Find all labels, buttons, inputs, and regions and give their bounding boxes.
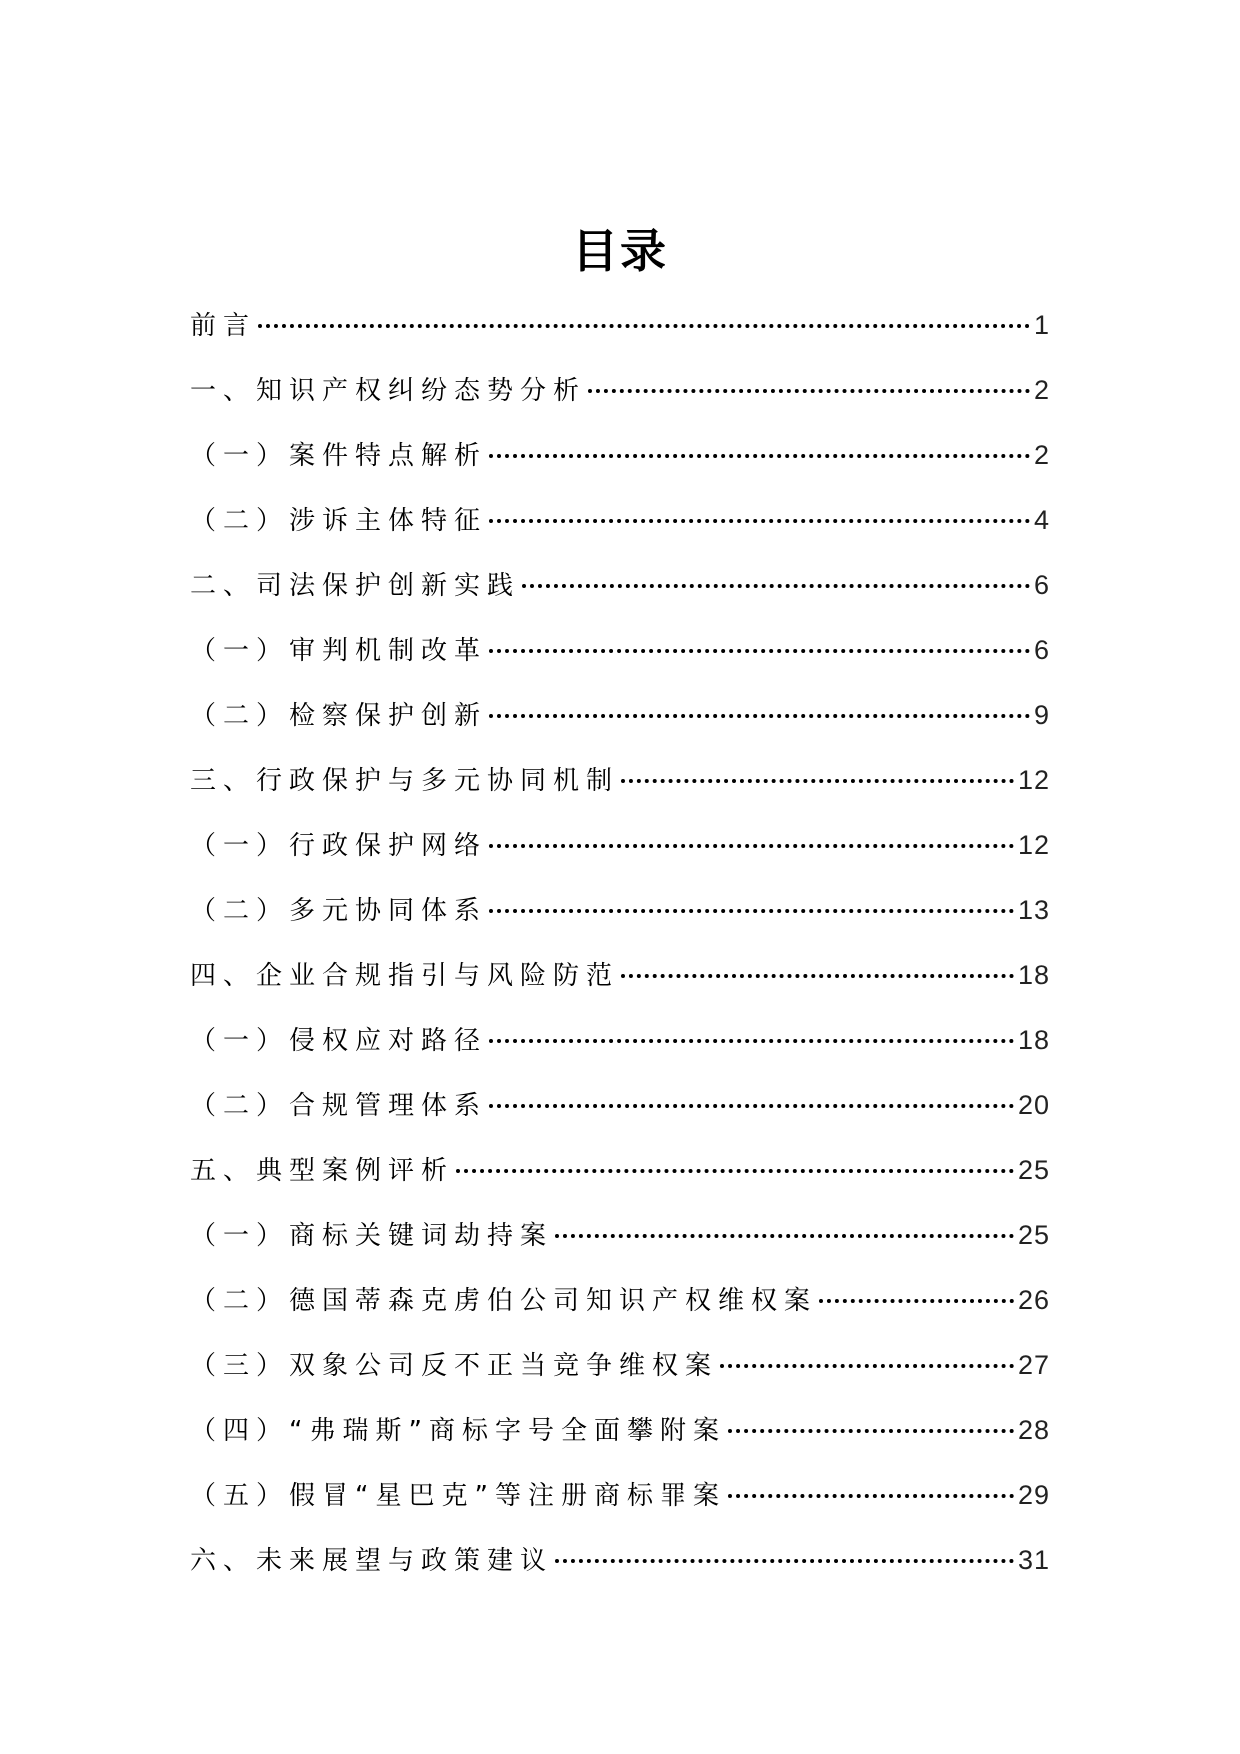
dot-leader [728, 1494, 1014, 1498]
toc-page-number: 26 [1017, 1285, 1050, 1315]
toc-entry-label: 一、知识产权纠纷态势分析 [190, 376, 587, 406]
dot-leader [489, 454, 1030, 458]
toc-entry-label: （四）“弗瑞斯”商标字号全面攀附案 [190, 1416, 726, 1446]
toc-entry-label: （二）多元协同体系 [190, 896, 488, 926]
dot-leader [522, 584, 1030, 588]
toc-page-number: 9 [1033, 700, 1050, 730]
dot-leader [456, 1169, 1014, 1173]
dot-leader [489, 844, 1014, 848]
toc-entry-label: （一）行政保护网络 [190, 831, 488, 861]
dot-leader [489, 649, 1030, 653]
toc-entry-chapter-5[interactable] [190, 1150, 1050, 1215]
toc-entry-label: （三）双象公司反不正当竞争维权案 [190, 1351, 719, 1381]
dot-leader [489, 1039, 1014, 1043]
toc-entry-label: （一）侵权应对路径 [190, 1026, 488, 1056]
dot-leader [819, 1299, 1014, 1303]
toc-entry-section-5-4[interactable] [190, 1410, 1050, 1475]
toc-page-number: 28 [1017, 1415, 1050, 1445]
dot-leader [258, 324, 1030, 328]
toc-page-number: 31 [1017, 1545, 1050, 1575]
toc-page-number: 1 [1033, 310, 1050, 340]
dot-leader [489, 519, 1030, 523]
toc-entry-chapter-1[interactable] [190, 370, 1050, 435]
toc-page-number: 25 [1017, 1155, 1050, 1185]
toc-entry-preface[interactable] [190, 305, 1050, 370]
toc-page-number: 27 [1017, 1350, 1050, 1380]
toc-page-number: 2 [1033, 375, 1050, 405]
toc-entry-label: （五）假冒“星巴克”等注册商标罪案 [190, 1481, 726, 1511]
toc-entry-section-2-2[interactable] [190, 695, 1050, 760]
toc-entry-label: （一）案件特点解析 [190, 441, 488, 471]
toc-entry-label: 五、典型案例评析 [190, 1156, 455, 1186]
toc-entry-label: 三、行政保护与多元协同机制 [190, 766, 620, 796]
toc-page-number: 18 [1017, 1025, 1050, 1055]
toc-entry-chapter-4[interactable] [190, 955, 1050, 1020]
toc-page-number: 29 [1017, 1480, 1050, 1510]
toc-entry-label: 四、企业合规指引与风险防范 [190, 961, 620, 991]
toc-page-number: 25 [1017, 1220, 1050, 1250]
table-of-contents [190, 305, 1050, 1605]
toc-entry-section-4-2[interactable] [190, 1085, 1050, 1150]
toc-entry-chapter-6[interactable] [190, 1540, 1050, 1605]
toc-page-number: 18 [1017, 960, 1050, 990]
toc-entry-label: （二）合规管理体系 [190, 1091, 488, 1121]
toc-page-number: 20 [1017, 1090, 1050, 1120]
toc-page-number: 13 [1017, 895, 1050, 925]
toc-entry-label: （二）德国蒂森克虏伯公司知识产权维权案 [190, 1286, 818, 1316]
toc-page-number: 4 [1033, 505, 1050, 535]
toc-page-number: 2 [1033, 440, 1050, 470]
toc-entry-chapter-2[interactable] [190, 565, 1050, 630]
toc-entry-section-3-1[interactable] [190, 825, 1050, 890]
toc-entry-section-1-1[interactable] [190, 435, 1050, 500]
dot-leader [555, 1559, 1014, 1563]
toc-entry-label: 六、未来展望与政策建议 [190, 1546, 554, 1576]
toc-entry-label: （二）检察保护创新 [190, 701, 488, 731]
toc-entry-section-5-3[interactable] [190, 1345, 1050, 1410]
toc-entry-label: （二）涉诉主体特征 [190, 506, 488, 536]
dot-leader [621, 974, 1014, 978]
dot-leader [489, 909, 1014, 913]
toc-entry-section-4-1[interactable] [190, 1020, 1050, 1085]
toc-page-number: 12 [1017, 830, 1050, 860]
toc-entry-chapter-3[interactable] [190, 760, 1050, 825]
dot-leader [720, 1364, 1014, 1368]
dot-leader [489, 1104, 1014, 1108]
toc-entry-section-5-1[interactable] [190, 1215, 1050, 1280]
dot-leader [489, 714, 1030, 718]
toc-entry-section-3-2[interactable] [190, 890, 1050, 955]
toc-entry-label: 前言 [190, 311, 257, 341]
toc-page-number: 12 [1017, 765, 1050, 795]
toc-entry-label: （一）商标关键词劫持案 [190, 1221, 554, 1251]
toc-entry-section-5-2[interactable] [190, 1280, 1050, 1345]
toc-title: 目录 [572, 223, 668, 278]
dot-leader [728, 1429, 1014, 1433]
dot-leader [588, 389, 1030, 393]
toc-page-number: 6 [1033, 570, 1050, 600]
toc-entry-section-1-2[interactable] [190, 500, 1050, 565]
toc-page-number: 6 [1033, 635, 1050, 665]
toc-entry-label: （一）审判机制改革 [190, 636, 488, 666]
dot-leader [555, 1234, 1014, 1238]
toc-entry-section-2-1[interactable] [190, 630, 1050, 695]
toc-entry-label: 二、司法保护创新实践 [190, 571, 521, 601]
dot-leader [621, 779, 1014, 783]
toc-entry-section-5-5[interactable] [190, 1475, 1050, 1540]
